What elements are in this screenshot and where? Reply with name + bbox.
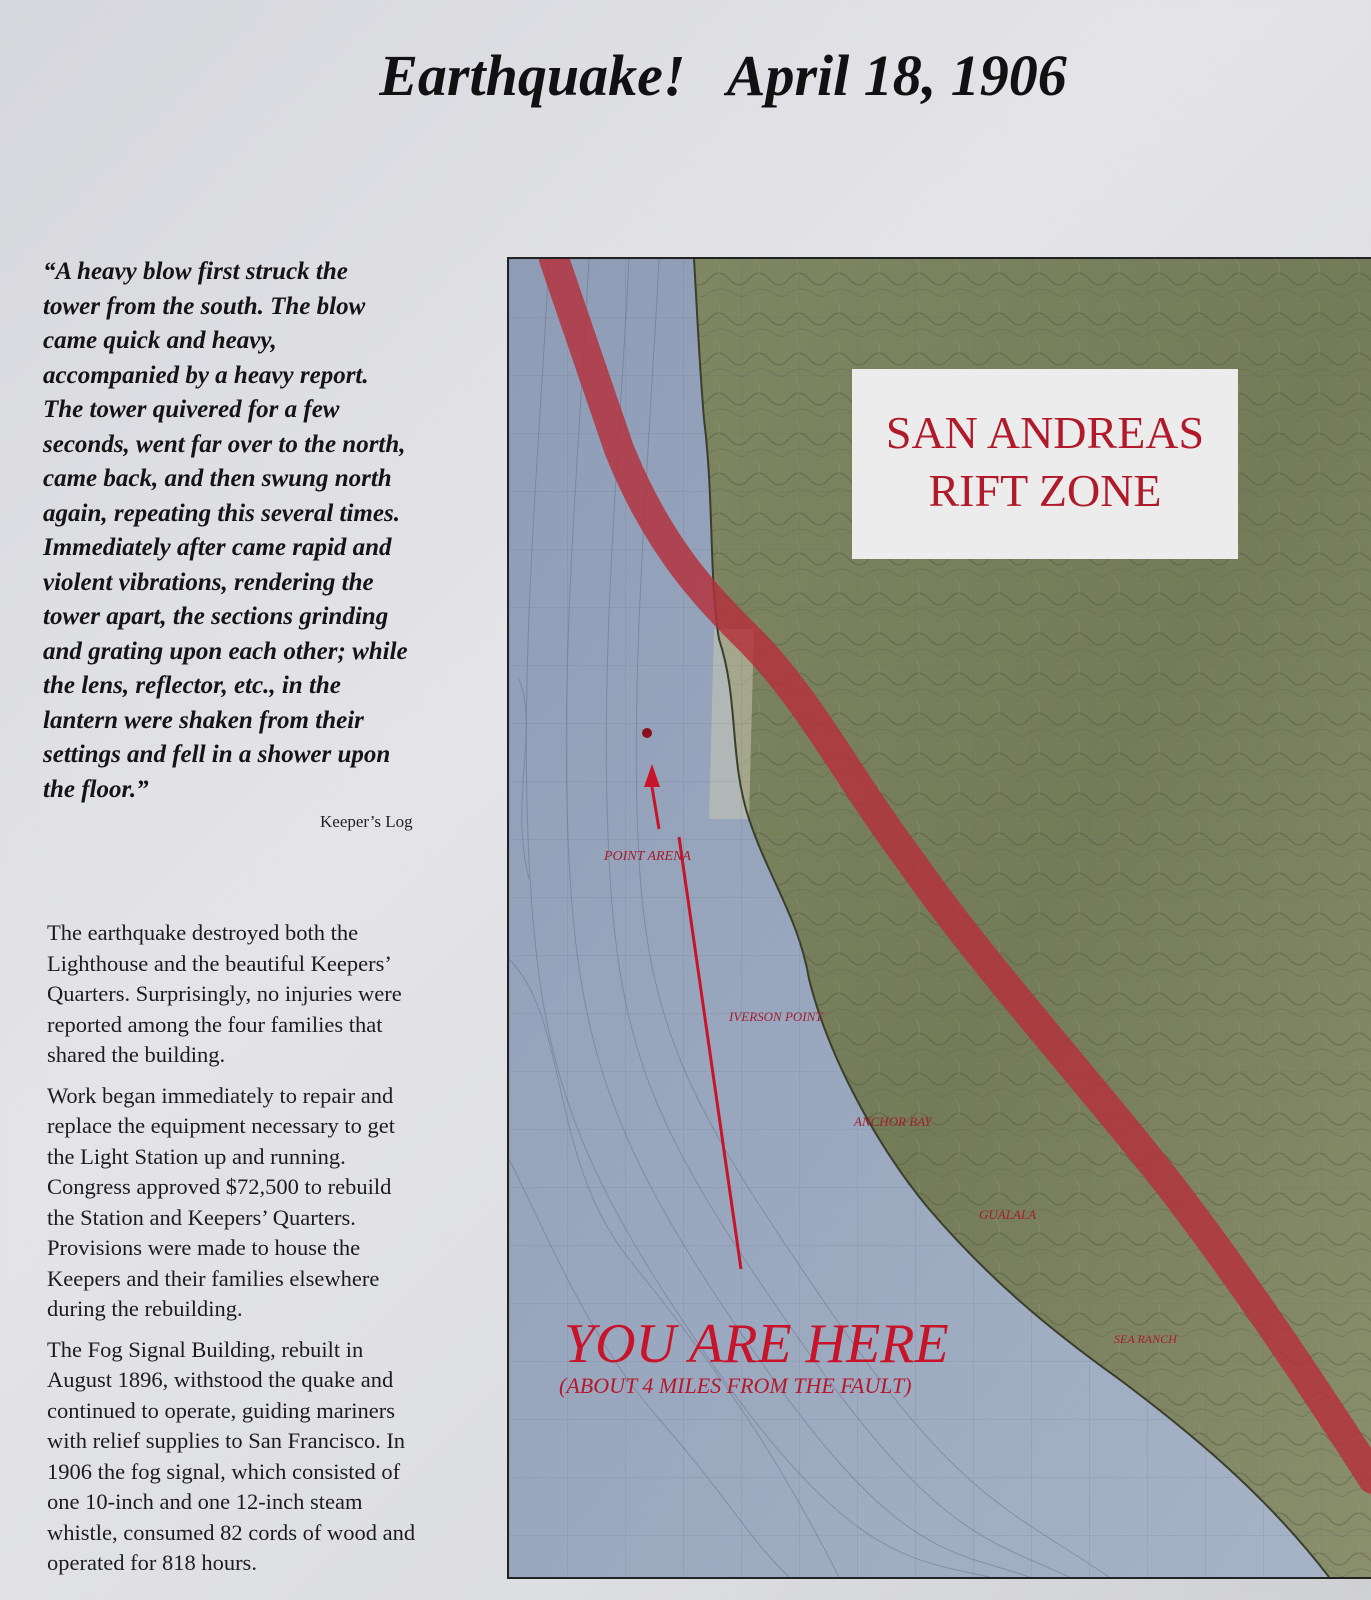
paragraph-line: whistle, consumed 82 cords of wood and <box>47 1519 416 1545</box>
quote-line: tower apart, the sections grinding <box>43 603 389 630</box>
lighthouse-marker <box>642 728 652 738</box>
paragraph-line: Work began immediately to repair and <box>47 1082 394 1108</box>
paragraph-line: one 10-inch and one 12-inch steam <box>47 1489 363 1514</box>
quote-line: accompanied by a heavy report. <box>43 361 369 389</box>
quote-line: again, repeating this several times. <box>43 499 400 527</box>
label-sea-ranch: SEA RANCH <box>1114 1332 1177 1346</box>
you-are-here-label: YOU ARE HERE <box>564 1313 949 1375</box>
label-gualala: GUALALA <box>979 1207 1037 1222</box>
quote-line: The tower quivered for a few <box>43 396 340 423</box>
quote-attribution: Keeper’s Log <box>320 812 413 831</box>
paragraph-line: with relief supplies to San Francisco. In <box>47 1428 406 1453</box>
paragraph-fog-signal <box>47 1335 487 1579</box>
quote-line: came back, and then swung north <box>43 465 392 492</box>
paragraph-line: during the rebuilding. <box>47 1296 243 1321</box>
quote-line: came quick and heavy, <box>43 327 277 354</box>
label-point-arena: POINT ARENA <box>604 849 691 864</box>
paragraph-line: August 1896, withstood the quake and <box>47 1367 394 1392</box>
quote-line: and grating upon each other; while <box>43 637 408 665</box>
paragraph-line: reported among the four families that <box>47 1011 383 1037</box>
paragraph-line: shared the building. <box>47 1042 226 1067</box>
topographic-map <box>507 257 1371 1579</box>
paragraph-line: Quarters. Surprisingly, no injuries were <box>47 981 402 1006</box>
label-iverson-point: IVERSON POINT <box>729 1009 823 1024</box>
fault-distance-note: (ABOUT 4 MILES FROM THE FAULT) <box>559 1373 912 1398</box>
paragraph-rebuilding <box>47 1081 487 1325</box>
quote-line: settings and fell in a shower upon <box>43 741 391 768</box>
quote-line: tower from the south. The blow <box>43 292 366 320</box>
quote-line: the lens, reflector, etc., in the <box>43 672 341 699</box>
paragraph-line: The earthquake destroyed both the <box>47 920 359 945</box>
quote-line: violent vibrations, rendering the <box>43 568 374 596</box>
paragraph-line: the Light Station up and running. <box>47 1143 346 1169</box>
paragraph-line: Lighthouse and the beautiful Keepers’ <box>47 950 392 976</box>
paragraph-line: Keepers and their families elsewhere <box>47 1265 380 1291</box>
paragraph-line: operated for 818 hours. <box>47 1550 257 1575</box>
page-title: Earthquake! April 18, 1906 <box>379 43 1067 108</box>
paragraph-line: The Fog Signal Building, rebuilt in <box>47 1336 364 1362</box>
rift-zone-line: SAN ANDREAS <box>885 407 1205 458</box>
rift-zone-label-box <box>852 369 1238 559</box>
quote-line: seconds, went far over to the north, <box>43 430 406 458</box>
quote-line: lantern were shaken from their <box>43 706 364 734</box>
paragraph-destruction <box>47 918 487 1071</box>
quote-line: the floor.” <box>43 775 149 803</box>
body-text <box>47 918 487 1589</box>
keeper-quote <box>43 255 493 807</box>
paragraph-line: 1906 the fog signal, which consisted of <box>47 1458 401 1484</box>
quote-line: “A heavy blow first struck the <box>43 258 348 285</box>
paragraph-line: Congress approved $72,500 to rebuild <box>47 1174 392 1199</box>
rift-zone-line: RIFT ZONE <box>928 465 1162 516</box>
quote-line: Immediately after came rapid and <box>43 534 392 561</box>
paragraph-line: Provisions were made to house the <box>47 1235 361 1260</box>
paragraph-line: replace the equipment necessary to get <box>47 1113 395 1138</box>
paragraph-line: continued to operate, guiding mariners <box>47 1397 396 1423</box>
paragraph-line: the Station and Keepers’ Quarters. <box>47 1204 356 1230</box>
label-anchor-bay: ANCHOR BAY <box>854 1114 932 1129</box>
